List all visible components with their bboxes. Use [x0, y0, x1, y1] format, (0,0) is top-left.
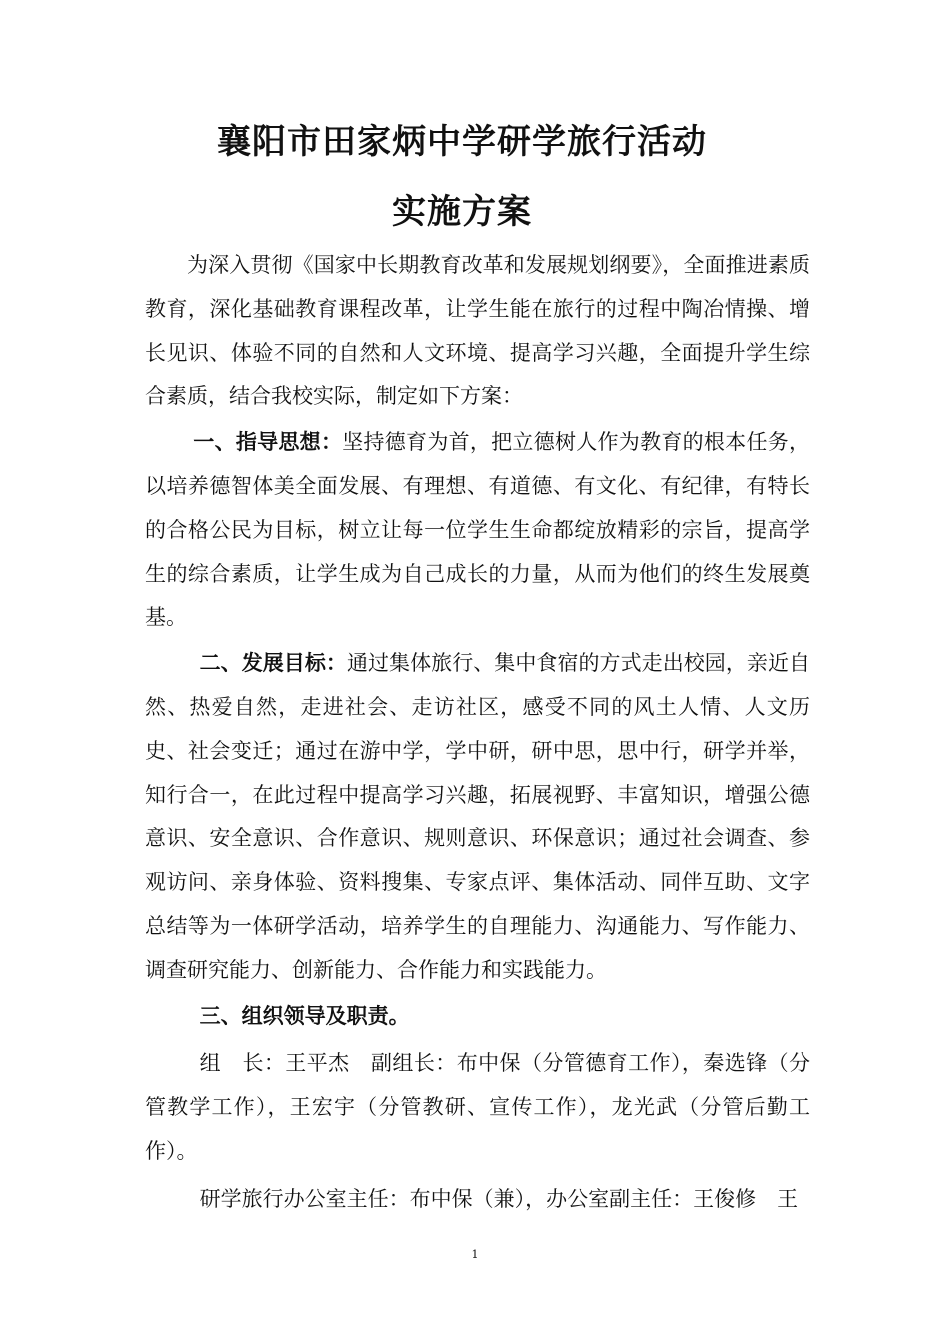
section-text-guiding-ideology: 坚持德育为首，把立德树人作为教育的根本任务，以培养德智体美全面发展、有理想、有道德、有文化、有纪律，有特长的合格公民为目标，树立让每一位学生生命都绽放精彩的宗旨，提高学生的综合素质，让学生成为自己成长的力量，从而为他们的终生发展奠基。: [145, 430, 811, 630]
section-heading-development-goals: 二、发展目标：: [199, 651, 347, 676]
section-development-goals: [145, 642, 810, 992]
document-title: 襄阳市田家炳中学研学旅行活动: [217, 122, 707, 162]
document-body: [145, 244, 810, 1224]
section-text-development-goals: 通过集体旅行、集中食宿的方式走出校园，亲近自然、热爱自然，走进社会、走访社区，感受不同的风土人情、人文历史、社会变迁；通过在游中学，学中研，研中思，思中行，研学并举，知行合一，在此过程中提高学习兴趣，拓展视野、丰富知识，增强公德意识、安全意识、合作意识、规则意识、环保意识；通过社会调查、参观访问、亲身体验、资料搜集、专家点评、集体活动、同伴互助、文字总结等为一体研学活动，培养学生的自理能力、沟通能力、写作能力、调查研究能力、创新能力、合作能力和实践能力。: [145, 651, 811, 982]
document-subtitle: 实施方案: [392, 192, 532, 232]
office-paragraph: 研学旅行办公室主任：布中保（兼），办公室副主任：王俊修 王: [199, 1186, 799, 1211]
section-heading-organization: 三、组织领导及职责。: [199, 1003, 410, 1028]
section-guiding-ideology: [145, 421, 810, 640]
intro-paragraph: 为深入贯彻《国家中长期教育改革和发展规划纲要》，全面推进素质教育，深化基础教育课程改革，让学生能在旅行的过程中陶冶情操、增长见识、体验不同的自然和人文环境、提高学习兴趣，全面提升学生综合素质，结合我校实际，制定如下方案：: [145, 253, 810, 409]
leaders-paragraph: 组 长：王平杰 副组长：布中保（分管德育工作），秦选锋（分管教学工作），王宏宇（分管教研、宣传工作），龙光武（分管后勤工作）。: [145, 1051, 810, 1163]
section-heading-guiding-ideology: 一、指导思想：: [193, 430, 343, 455]
page-number: 1: [471, 1248, 479, 1261]
